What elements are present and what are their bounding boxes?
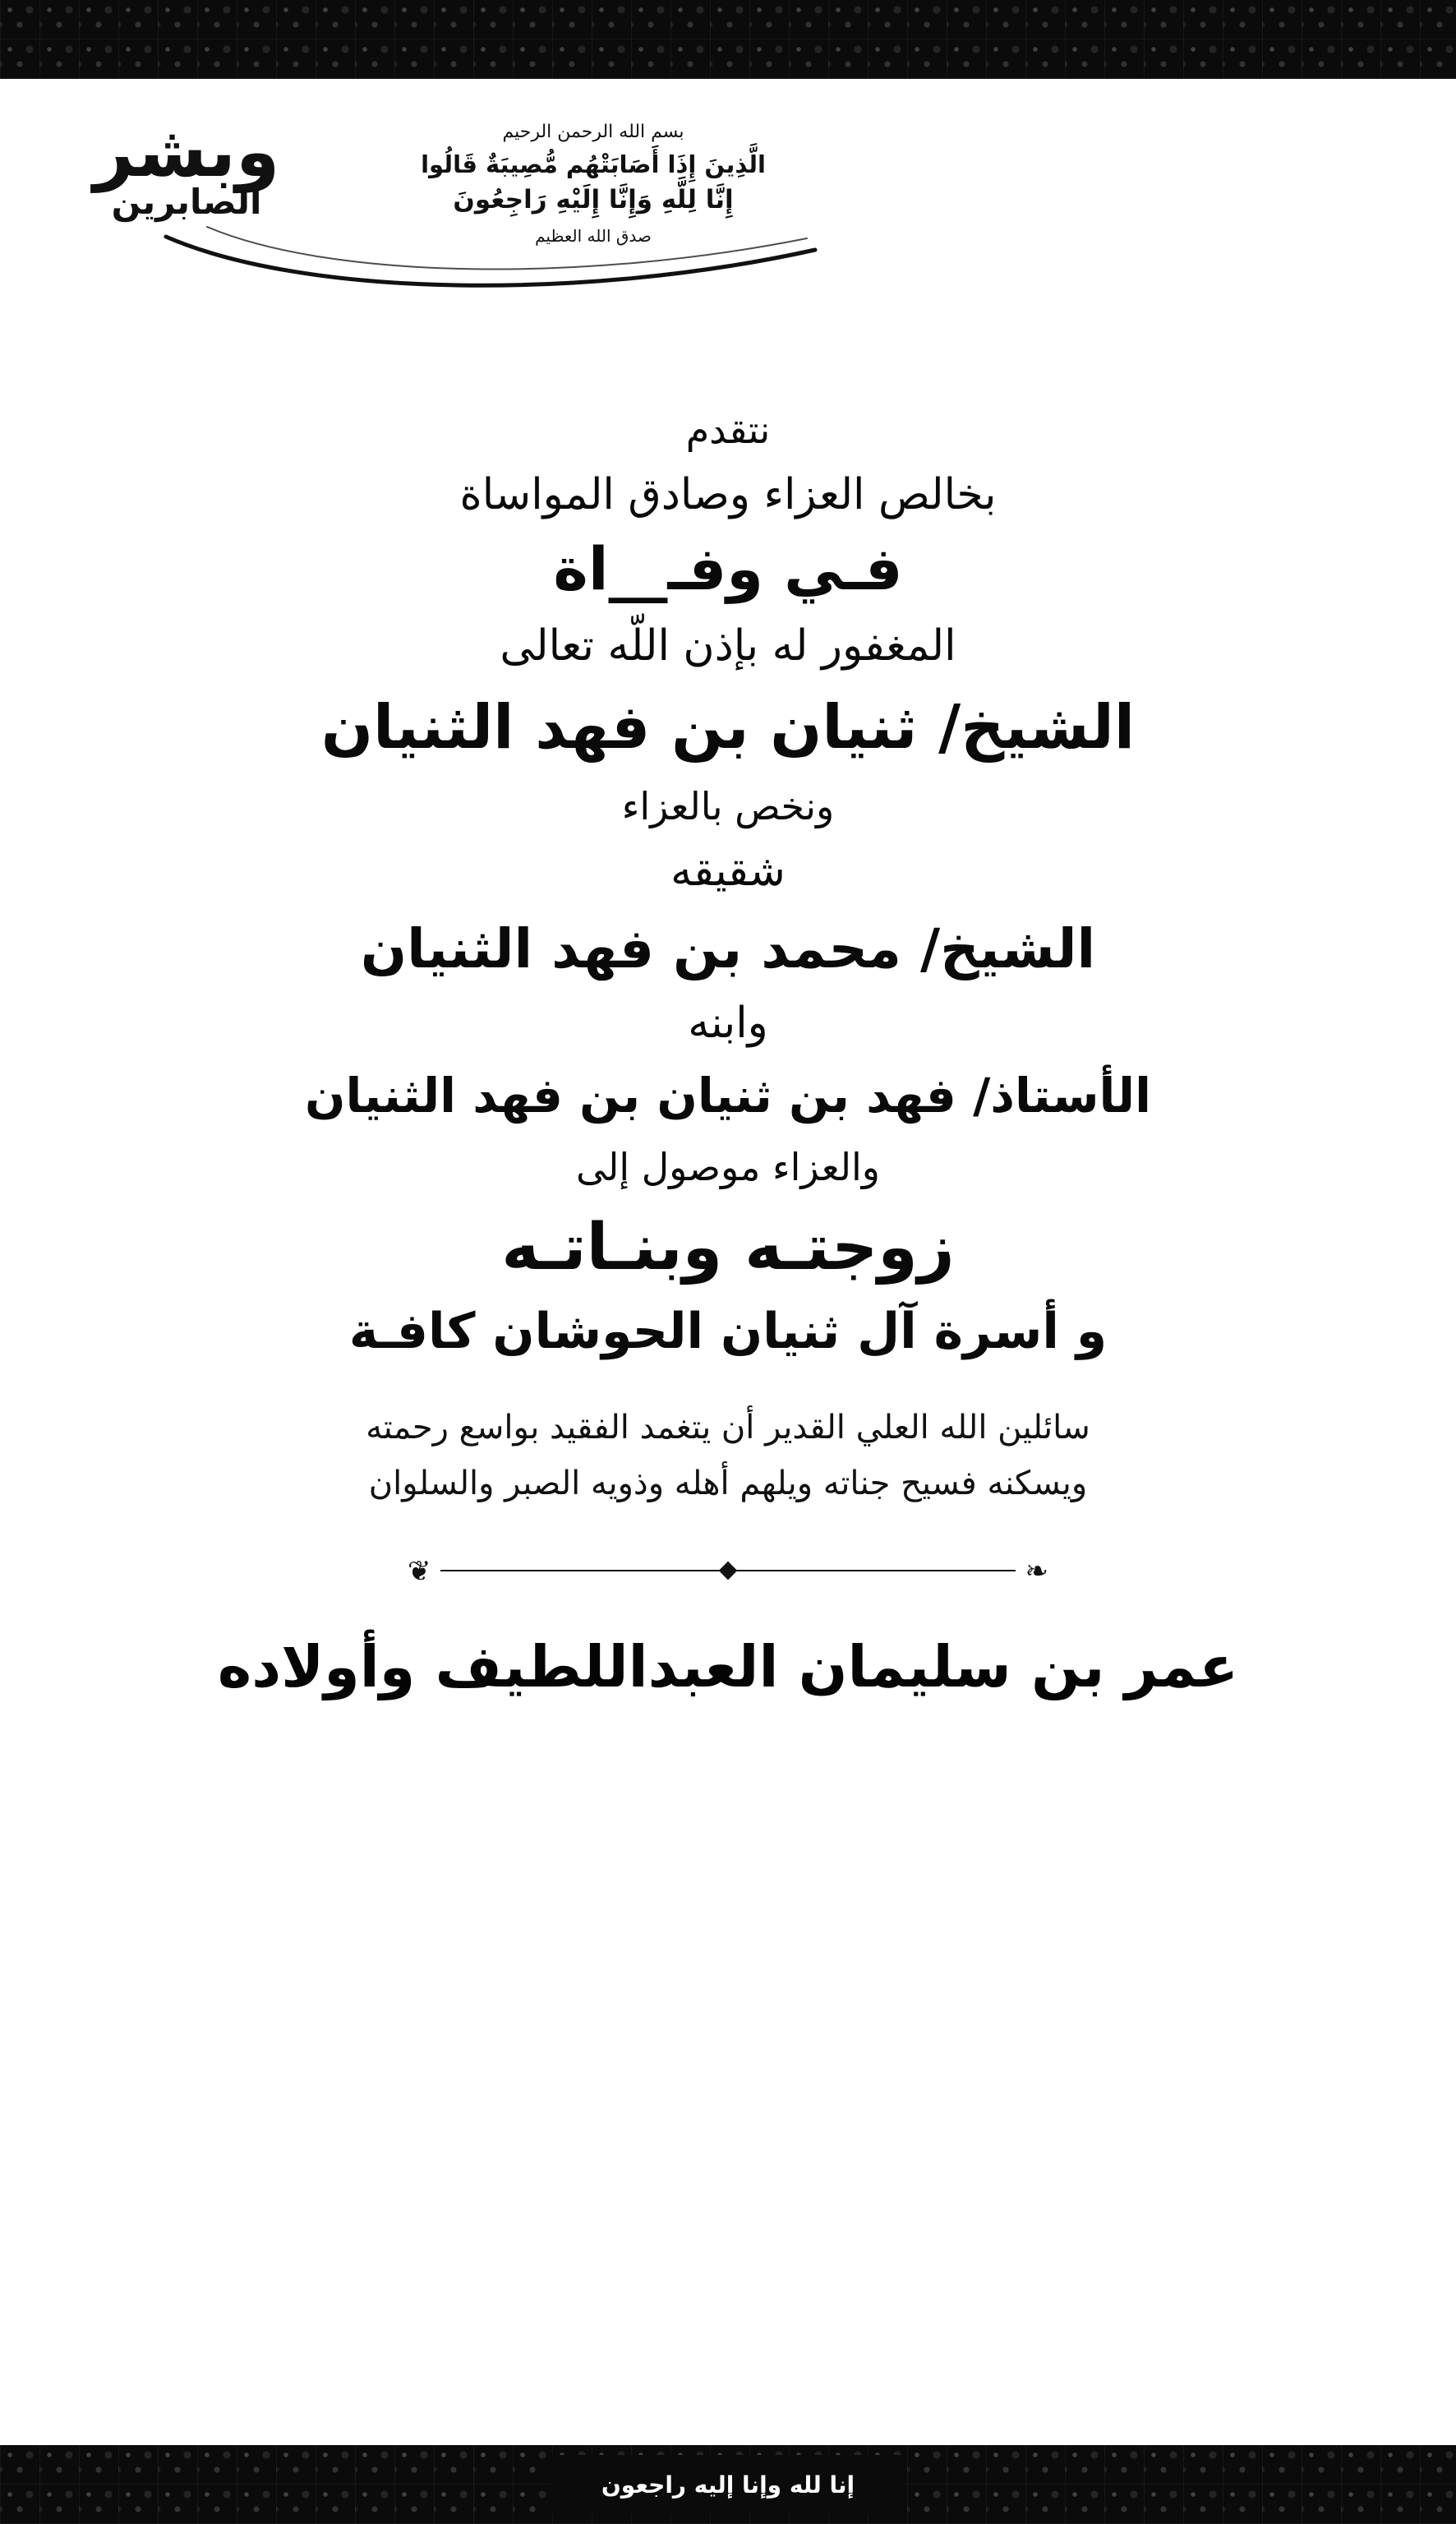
dua-line-1: سائلين الله العلي القدير أن يتغمد الفقيد بواسع رحمته (366, 1409, 1090, 1447)
dua-block (25, 1400, 1431, 1511)
footer-plate (551, 2455, 905, 2514)
footer-plate-text: إنا لله وإنا إليه راجعون (601, 2471, 855, 2499)
wife-and-daughters: زوجتـه وبنـاتـه (501, 1211, 955, 1285)
blessed-phrase: المغفور له بإذن اللّه تعالى (500, 621, 956, 671)
verse-line-2: إِنَّا لِلَّهِ وَإِنَّا إِلَيْهِ رَاجِعُونَ (453, 185, 734, 215)
relation-son: وابنه (688, 999, 768, 1048)
brother-name: الشيخ/ محمد بن فهد الثنيان (360, 917, 1096, 981)
verse-attribution: صدق الله العظيم (535, 226, 652, 246)
in-death-of-text: فـي وفـ__اة (553, 534, 903, 603)
dua-line-2: ويسكنه فسيح جناته ويلهم أهله وذويه الصبر والسلوان (368, 1465, 1088, 1502)
deceased-name: الشيخ/ ثنيان بن فهد الثنيان (320, 692, 1136, 763)
special-condolence: ونخص بالعزاء (621, 784, 835, 828)
calligraphy-main-text: وبشر (93, 111, 280, 193)
calligraphy-block (84, 111, 289, 223)
signature-text: عمر بن سليمان العبداللطيف وأولاده (217, 1633, 1239, 1700)
flourish-right-icon: ❧ (1025, 1555, 1048, 1588)
divider (408, 1554, 1048, 1587)
document-body (25, 386, 1431, 1700)
page-edge-left (0, 79, 25, 2445)
basmala-text: بسم الله الرحمن الرحيم (502, 122, 684, 142)
page-edge-right (1431, 79, 1456, 2445)
document-header (0, 99, 1456, 345)
ornamental-band-top (0, 0, 1456, 79)
relation-brother: شقيقه (670, 847, 786, 896)
verse-line-1: الَّذِينَ إِذَا أَصَابَتْهُم مُّصِيبَةٌ قَالُوا (421, 150, 766, 178)
calligraphic-swoosh-icon (158, 222, 832, 296)
calligraphy-sub-text: الصابرين (111, 182, 262, 223)
flourish-left-icon: ❦ (408, 1555, 431, 1588)
condolence-phrase: بخالص العزاء وصادق المواساة (459, 470, 997, 519)
family-line: و أسرة آل ثنيان الحوشان كافـة (348, 1303, 1108, 1360)
condolence-extends: والعزاء موصول إلى (575, 1145, 881, 1189)
son-name: الأستاذ/ فهد بن ثنيان بن فهد الثنيان (305, 1068, 1151, 1124)
intro-text: نتقدم (685, 408, 771, 452)
diamond-icon (719, 1562, 738, 1580)
